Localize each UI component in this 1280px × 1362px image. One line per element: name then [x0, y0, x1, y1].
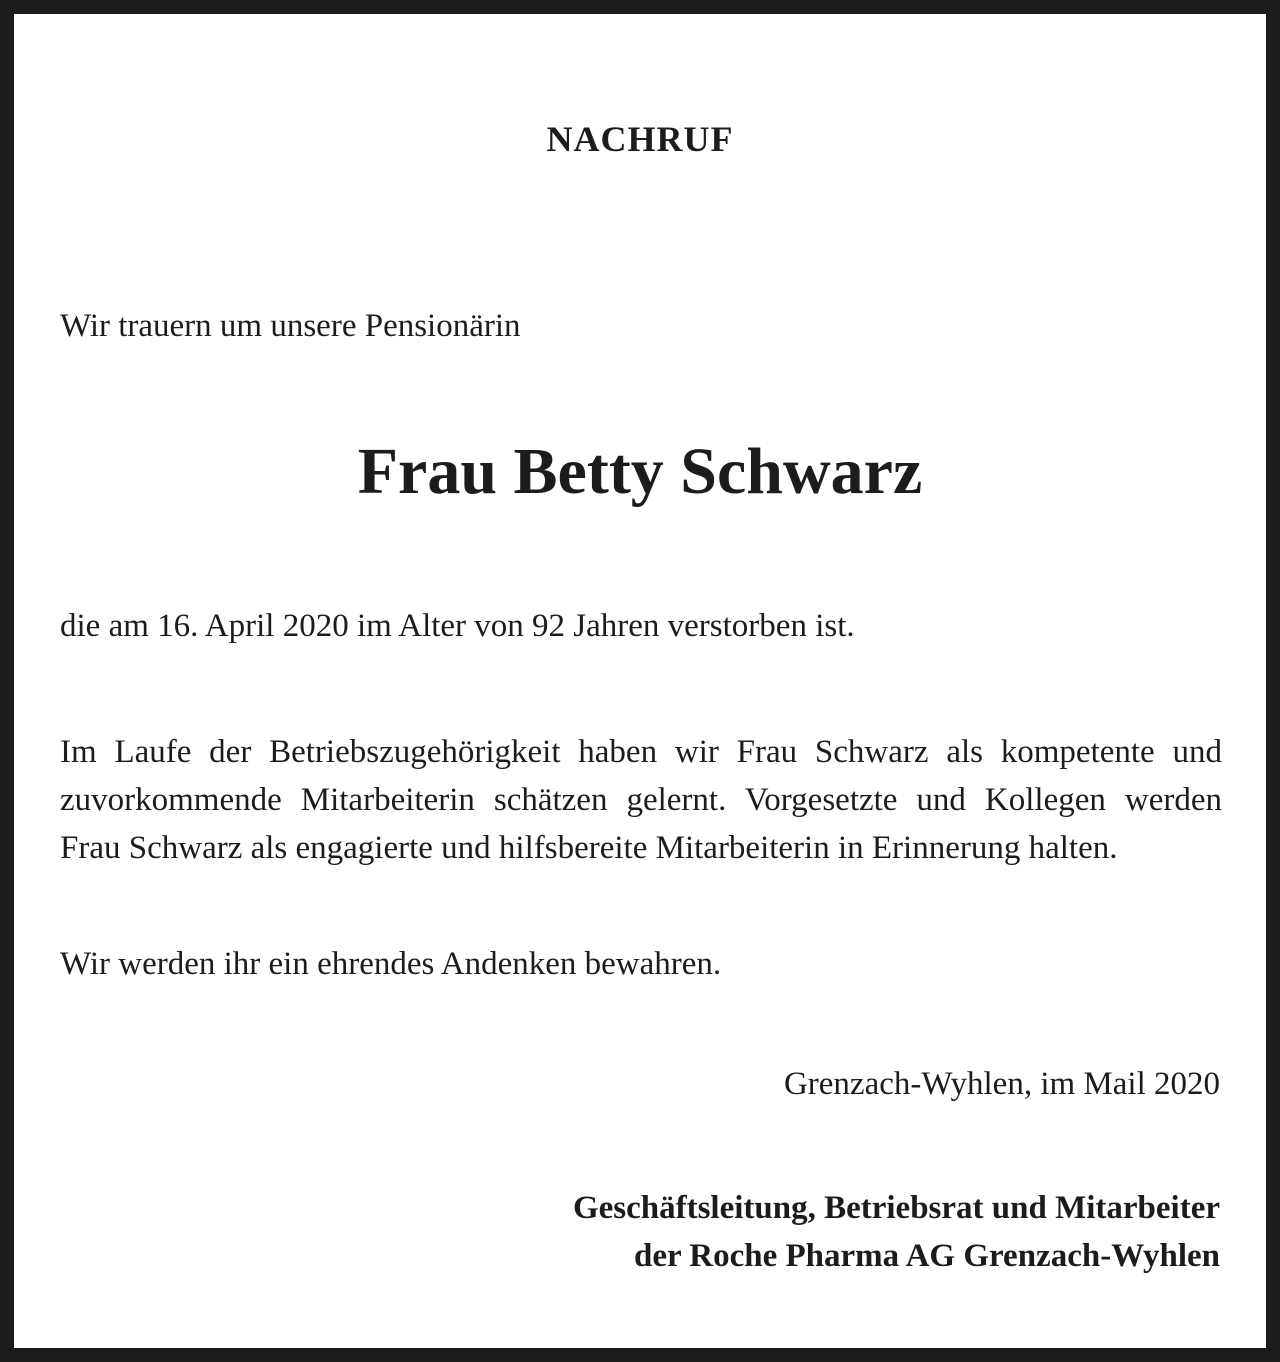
intro-text: Wir trauern um unsere Pensionärin	[60, 308, 521, 344]
place-date: Grenzach-Wyhlen, im Mail 2020	[783, 1066, 1220, 1102]
deceased-name: Frau Betty Schwarz	[357, 435, 923, 508]
tribute-line: zuvorkommende Mitarbeiterin schätzen gelernt. Vorgesetzte und Kollegen werden	[60, 782, 1222, 818]
tribute-paragraph	[60, 728, 1222, 872]
signature-block	[573, 1184, 1220, 1280]
notice-heading: NACHRUF	[546, 119, 734, 159]
tribute-line: Frau Schwarz als engagierte und hilfsbereite Mitarbeiterin in Erinnerung halten.	[60, 830, 1118, 866]
signature-line: der Roche Pharma AG Grenzach-Wyhlen	[633, 1238, 1220, 1274]
death-details: die am 16. April 2020 im Alter von 92 Jahren verstorben ist.	[60, 608, 855, 644]
signature-line: Geschäftsleitung, Betriebsrat und Mitarbeiter	[572, 1190, 1220, 1226]
closing-text: Wir werden ihr ein ehrendes Andenken bewahren.	[60, 946, 722, 982]
tribute-line: Im Laufe der Betriebszugehörigkeit haben wir Frau Schwarz als kompetente und	[60, 734, 1222, 770]
